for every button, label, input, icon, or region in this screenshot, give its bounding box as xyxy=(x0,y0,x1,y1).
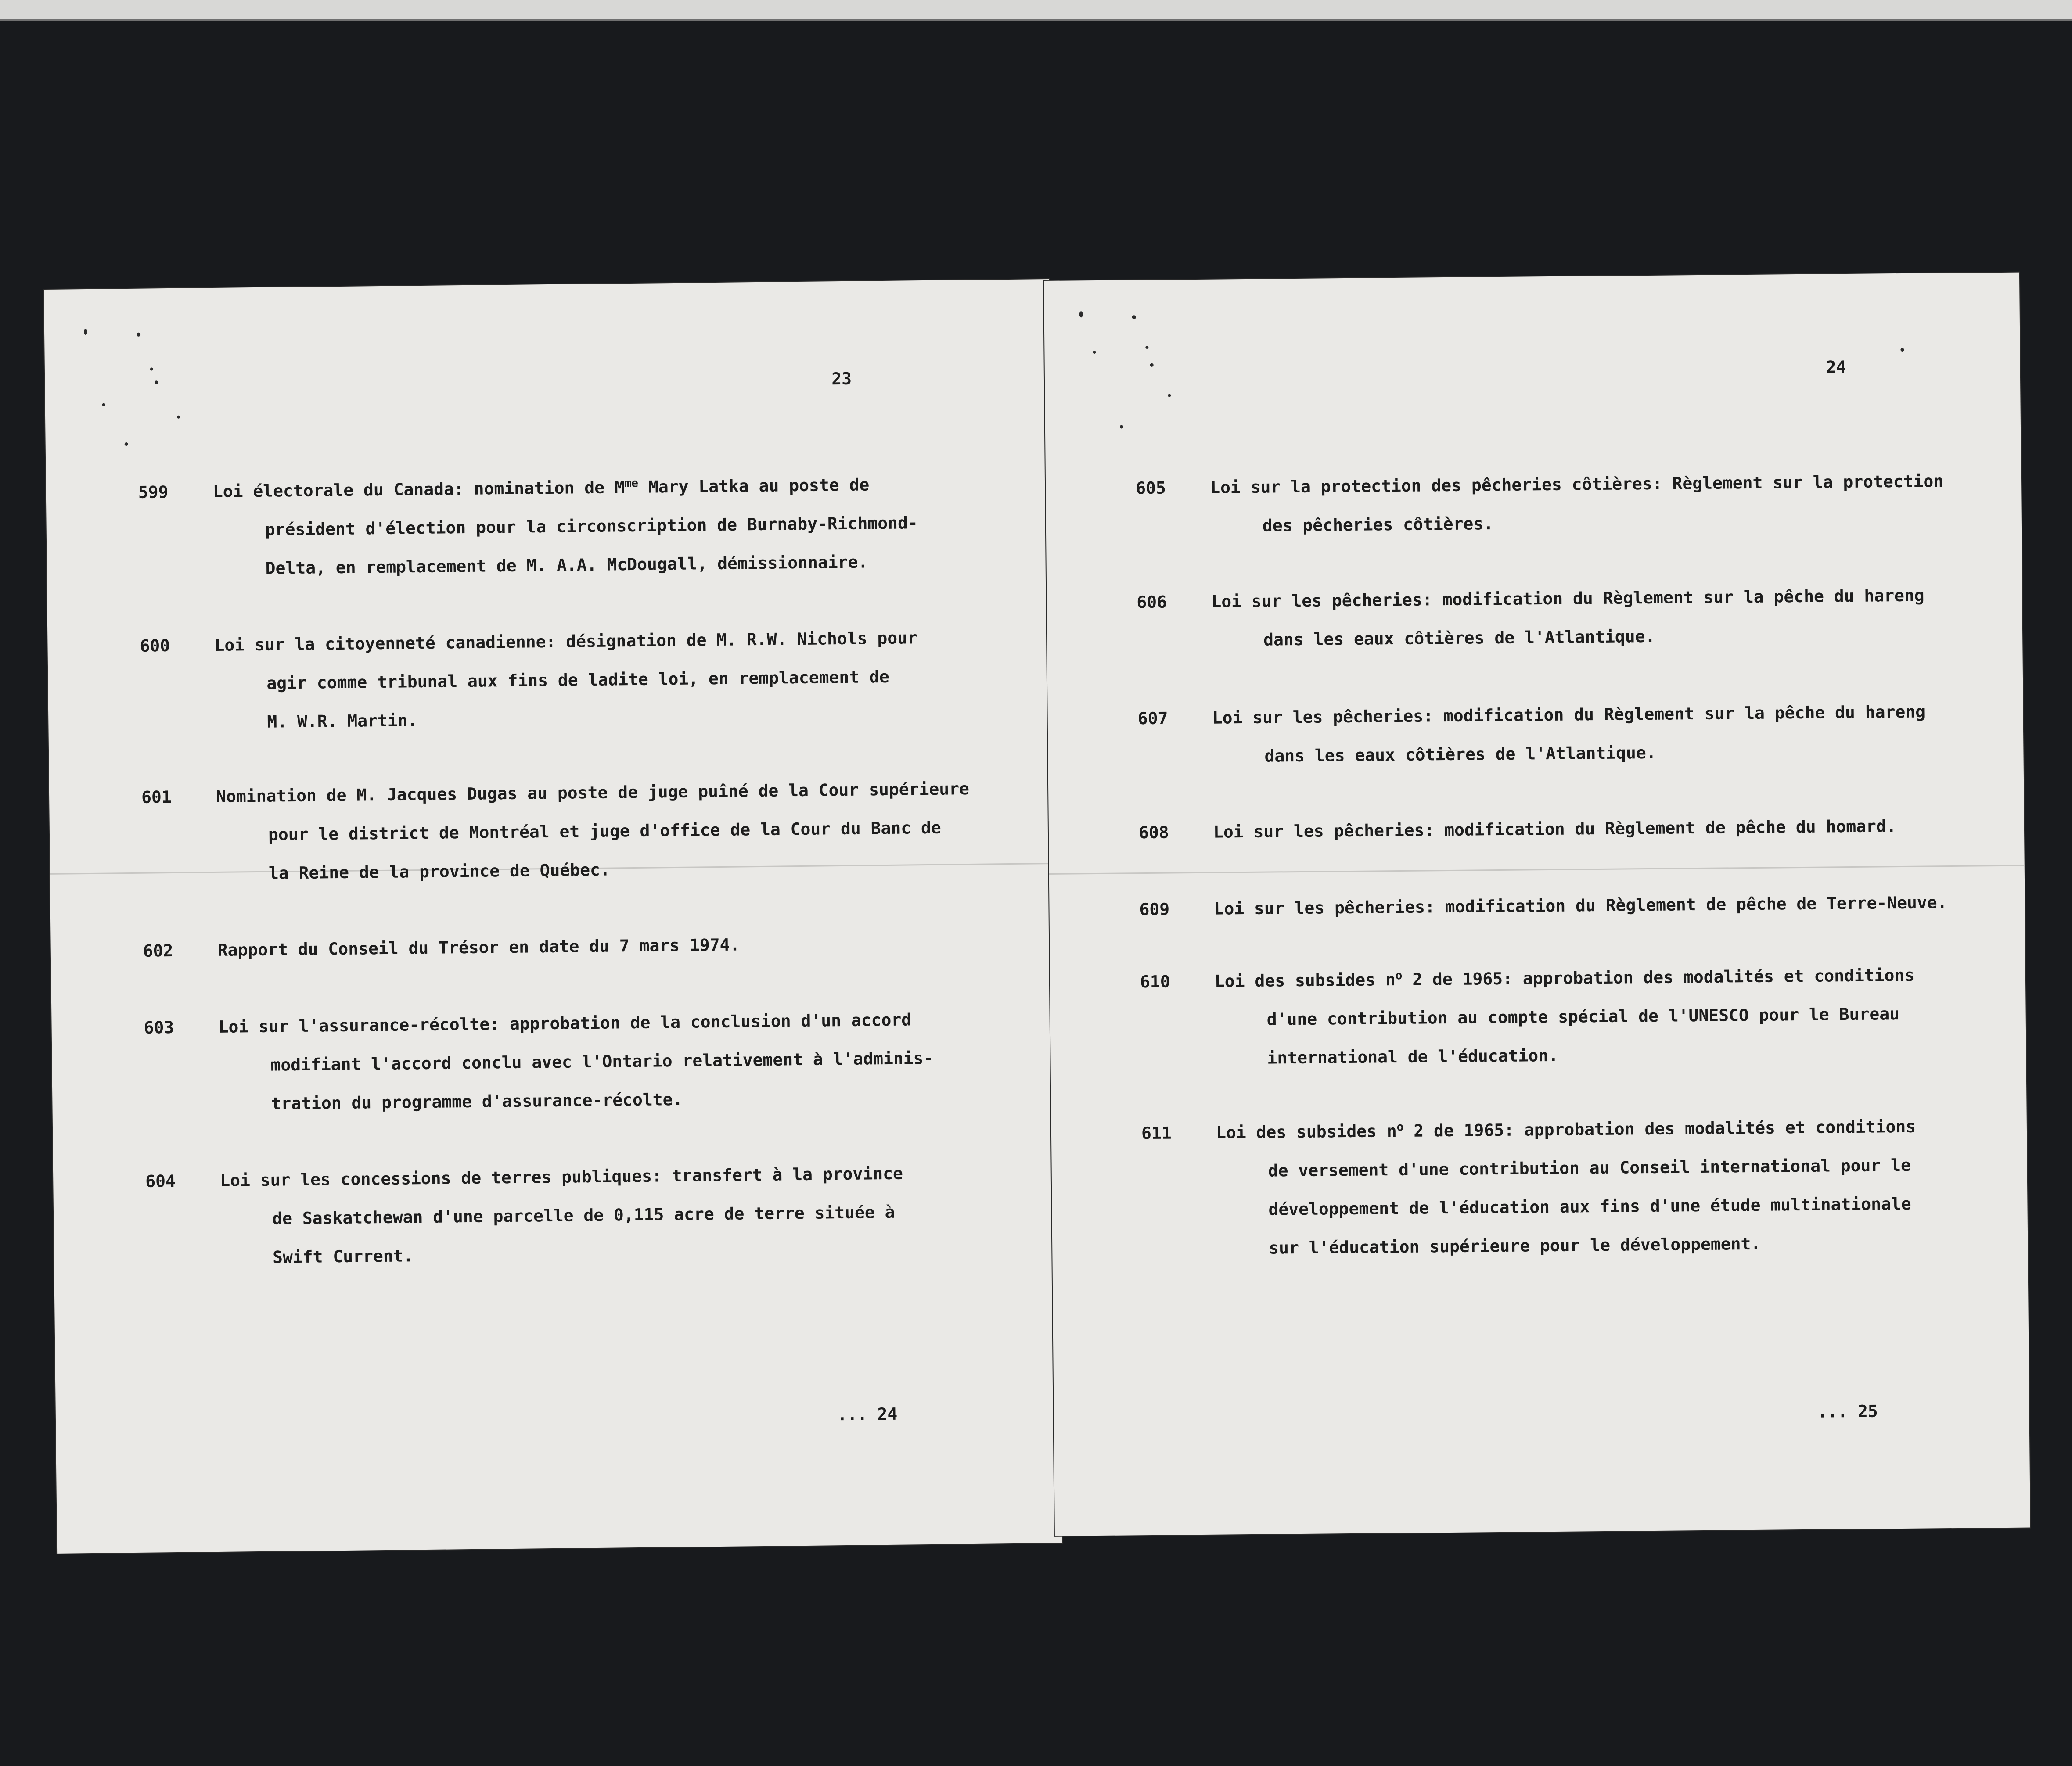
entry-line: Loi des subsides n xyxy=(1214,970,1396,991)
entry-line: d'une contribution au compte spécial de l'UNESCO pour le Bureau xyxy=(1266,1004,1900,1029)
entry-line: Loi sur les concessions de terres publiques: transfert à la province xyxy=(220,1163,903,1190)
entry-line: Loi sur la protection des pêcheries côtières: Règlement sur la protection xyxy=(1210,471,1944,497)
punch-mark xyxy=(155,380,158,384)
entry-text xyxy=(1211,576,1975,660)
entry-text xyxy=(217,923,982,969)
entry-line: tration du programme d'assurance-récolte. xyxy=(271,1089,683,1113)
punch-mark xyxy=(1168,394,1171,397)
entry-number: 599 xyxy=(138,482,169,502)
punch-mark xyxy=(1120,425,1123,428)
entry-line: Delta, en remplacement de M. A.A. McDougall, démissionnaire. xyxy=(265,552,868,578)
entry-text xyxy=(1210,462,1975,546)
entry-line: Loi sur l'assurance-récolte: approbation de la conclusion d'un accord xyxy=(218,1010,912,1037)
entry-text xyxy=(214,618,979,742)
entry-line: Loi sur les pêcheries: modification du Règlement sur la pêche du hareng xyxy=(1211,585,1925,611)
entry-line: Loi sur les pêcheries: modification du Règlement de pêche de Terre-Neuve. xyxy=(1214,893,1947,919)
entry-text xyxy=(212,464,978,588)
entry-text xyxy=(220,1153,985,1277)
entry-line: Loi sur les pêcheries: modification du Règlement de pêche du homard. xyxy=(1213,816,1896,842)
punch-mark xyxy=(177,416,180,419)
entry-line: Swift Current. xyxy=(272,1246,414,1267)
punch-mark xyxy=(1079,311,1083,317)
entry-line: dans les eaux côtières de l'Atlantique. xyxy=(1264,743,1656,766)
entry-text xyxy=(1216,1106,1981,1267)
entry-line: agir comme tribunal aux fins de ladite loi, en remplacement de xyxy=(266,667,890,693)
entry-line: pour le district de Montréal et juge d'office de la Cour du Banc de xyxy=(268,818,942,844)
entry-number: 608 xyxy=(1138,822,1169,843)
entry-text xyxy=(1215,955,1979,1077)
scanner-edge-line xyxy=(0,19,2072,21)
left-page xyxy=(44,279,1062,1554)
punch-mark xyxy=(150,367,153,370)
entry-line: de Saskatchewan d'une parcelle de 0,115 acre de terre située à xyxy=(272,1202,895,1228)
entry-text xyxy=(1214,883,1978,928)
entry-line: Rapport du Conseil du Trésor en date du 7 mars 1974. xyxy=(217,935,740,960)
punch-mark xyxy=(137,333,140,337)
continuation-marker: ... 25 xyxy=(1817,1401,1878,1421)
entry-line: dans les eaux côtières de l'Atlantique. xyxy=(1263,626,1655,650)
punch-mark xyxy=(1093,351,1096,354)
scanner-edge xyxy=(0,0,2072,19)
entry-number: 607 xyxy=(1137,708,1168,729)
entry-line: de versement d'une contribution au Conseil international pour le xyxy=(1268,1155,1911,1181)
entry-line: Loi électorale du Canada: nomination de M xyxy=(212,477,625,501)
entry-line: Loi sur les pêcheries: modification du Règlement sur la pêche du hareng xyxy=(1212,702,1926,728)
entry-line: la Reine de la province de Québec. xyxy=(268,860,610,883)
entry-number: 606 xyxy=(1137,592,1167,612)
entry-number: 601 xyxy=(141,787,172,807)
entry-line: Nomination de M. Jacques Dugas au poste de juge puîné de la Cour supérieure xyxy=(216,779,970,806)
entry-number: 602 xyxy=(143,941,173,961)
entry-line: sur l'éducation supérieure pour le développement. xyxy=(1269,1234,1761,1258)
entry-number: 611 xyxy=(1141,1123,1172,1143)
entry-line: Loi sur la citoyenneté canadienne: désignation de M. R.W. Nichols pour xyxy=(214,628,918,655)
entry-line-tail: Mary Latka au poste de xyxy=(638,475,870,497)
punch-mark xyxy=(102,403,105,406)
entry-line: international de l'éducation. xyxy=(1267,1045,1559,1068)
punch-mark xyxy=(125,442,128,446)
entry-number: 604 xyxy=(145,1171,176,1191)
entry-text xyxy=(1212,692,1976,776)
entry-line: Loi des subsides n xyxy=(1216,1121,1397,1142)
entry-line-tail: 2 de 1965: approbation des modalités et conditions xyxy=(1402,965,1915,989)
entry-number: 609 xyxy=(1139,899,1170,919)
entry-line: M. W.R. Martin. xyxy=(267,711,418,732)
right-page-fold xyxy=(1049,865,2025,875)
punch-mark xyxy=(1145,346,1148,349)
punch-mark xyxy=(84,329,87,335)
entry-text xyxy=(216,769,981,893)
entry-number: 603 xyxy=(144,1017,174,1037)
punch-mark xyxy=(1132,315,1136,319)
entry-line: des pêcheries côtières. xyxy=(1262,514,1494,535)
punch-mark xyxy=(1150,363,1154,367)
page-number: 24 xyxy=(1826,357,1846,377)
punch-mark xyxy=(1900,348,1904,352)
entry-text xyxy=(218,1000,983,1123)
entry-line-tail: 2 de 1965: approbation des modalités et conditions xyxy=(1403,1116,1916,1141)
entry-text xyxy=(1213,806,1978,851)
superscript: o xyxy=(1395,969,1403,983)
entry-line: développement de l'éducation aux fins d'une étude multinationale xyxy=(1268,1194,1911,1219)
page-number: 23 xyxy=(831,369,852,389)
right-page xyxy=(1044,273,2030,1536)
superscript: me xyxy=(624,477,639,490)
entry-number: 610 xyxy=(1140,972,1170,992)
entry-line: président d'élection pour la circonscription de Burnaby-Richmond- xyxy=(265,513,918,539)
superscript: o xyxy=(1396,1120,1404,1134)
entry-line: modifiant l'accord conclu avec l'Ontario relativement à l'adminis- xyxy=(270,1048,934,1075)
entry-number: 600 xyxy=(140,636,170,656)
entry-number: 605 xyxy=(1135,478,1166,498)
continuation-marker: ... 24 xyxy=(837,1404,898,1425)
